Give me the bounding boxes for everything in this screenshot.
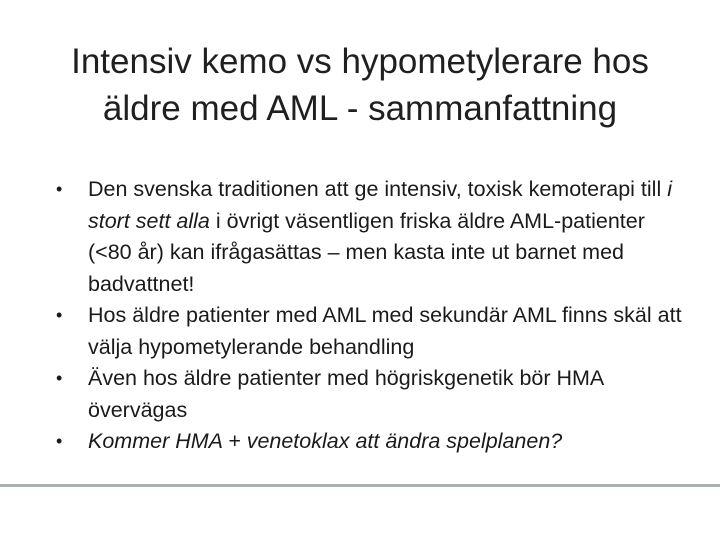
title-line-1: Intensiv kemo vs hypometylerare hos — [71, 42, 649, 81]
bullet-item-2 — [56, 300, 686, 363]
bullet-marker: • — [56, 305, 63, 325]
slide-title — [30, 38, 690, 132]
bullet-text: Den svenska traditionen att ge intensiv, toxisk kemoterapi till — [88, 177, 668, 201]
bullet-item-4 — [56, 426, 686, 458]
bullet-item-1 — [56, 174, 686, 300]
bullet-emphasis: i stort sett alla — [88, 177, 672, 233]
bullet-text: Även hos äldre patienter med högriskgenetik bör HMA övervägas — [88, 366, 604, 422]
bullet-list — [56, 174, 686, 458]
bullet-item-3 — [56, 363, 686, 426]
bullet-marker: • — [56, 368, 63, 388]
bullet-text: Kommer HMA + venetoklax att ändra spelplanen? — [88, 429, 563, 453]
bullet-text: Hos äldre patienter med AML med sekundär AML finns skäl att välja hypometylerande behandling — [88, 303, 682, 359]
title-line-2: äldre med AML - sammanfattning — [102, 89, 618, 128]
bullet-text: i övrigt väsentligen friska äldre AML-patienter (<80 år) kan ifrågasättas – men kasta inte ut barnet med badvattnet! — [88, 208, 645, 296]
bullet-marker: • — [56, 179, 63, 199]
bullet-marker: • — [56, 431, 63, 451]
footer-divider — [0, 484, 720, 487]
